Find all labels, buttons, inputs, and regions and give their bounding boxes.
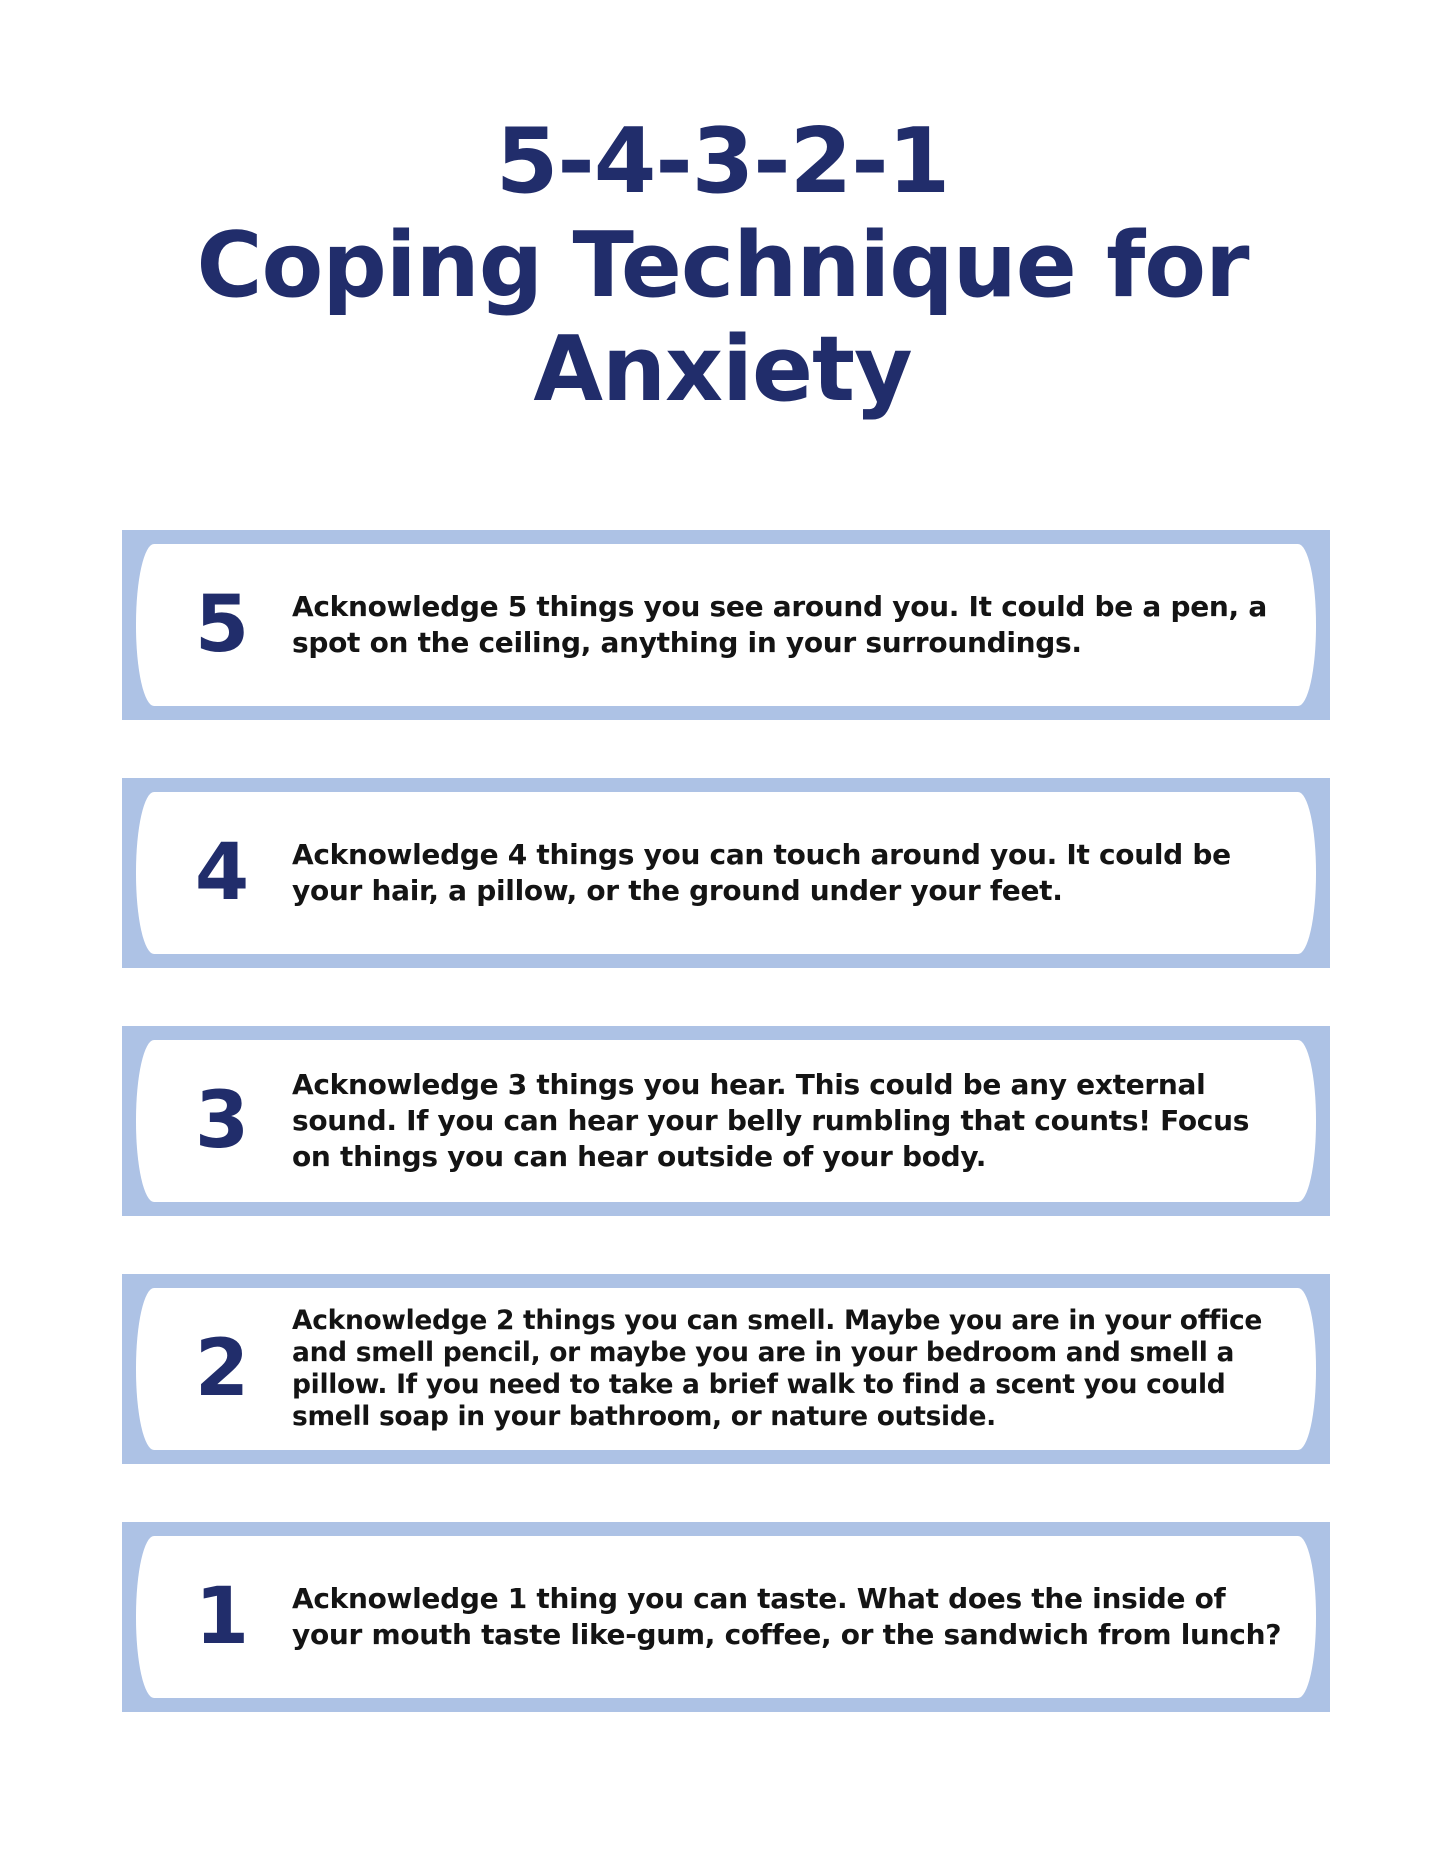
step-number: 2 <box>194 1324 250 1414</box>
step-text: Acknowledge 4 things you can touch around you. It could be your hair, a pillow, or the ground under your feet. <box>292 838 1231 907</box>
step-text: Acknowledge 5 things you see around you. It could be a pen, a spot on the ceiling, anything in your surroundings. <box>292 590 1267 659</box>
step-number: 4 <box>194 828 250 918</box>
step-card-2 <box>122 1274 1330 1464</box>
step-number: 3 <box>194 1076 250 1166</box>
step-text: Acknowledge 2 things you can smell. Maybe you are in your office and smell pencil, or maybe you are in your bedroom and smell a pillow. If you need to take a brief walk to find a scent you could smell soap in your bathroom, or nature outside. <box>292 1305 1263 1432</box>
step-card-3 <box>122 1026 1330 1216</box>
title-line-2: Coping Technique for <box>196 213 1249 318</box>
step-number: 5 <box>194 580 250 670</box>
title-line-3: Anxiety <box>533 317 912 422</box>
step-number: 1 <box>194 1572 250 1662</box>
step-card-1 <box>122 1522 1330 1712</box>
step-text: Acknowledge 1 thing you can taste. What does the inside of your mouth taste like-gum, coffee, or the sandwich from lunch? <box>292 1582 1282 1651</box>
step-text: Acknowledge 3 things you hear. This could be any external sound. If you can hear your belly rumbling that counts! Focus on things you can hear outside of your body. <box>292 1068 1250 1173</box>
page-title <box>0 110 1445 422</box>
step-card-4 <box>122 778 1330 968</box>
title-line-1: 5-4-3-2-1 <box>495 109 950 214</box>
step-card-5 <box>122 530 1330 720</box>
